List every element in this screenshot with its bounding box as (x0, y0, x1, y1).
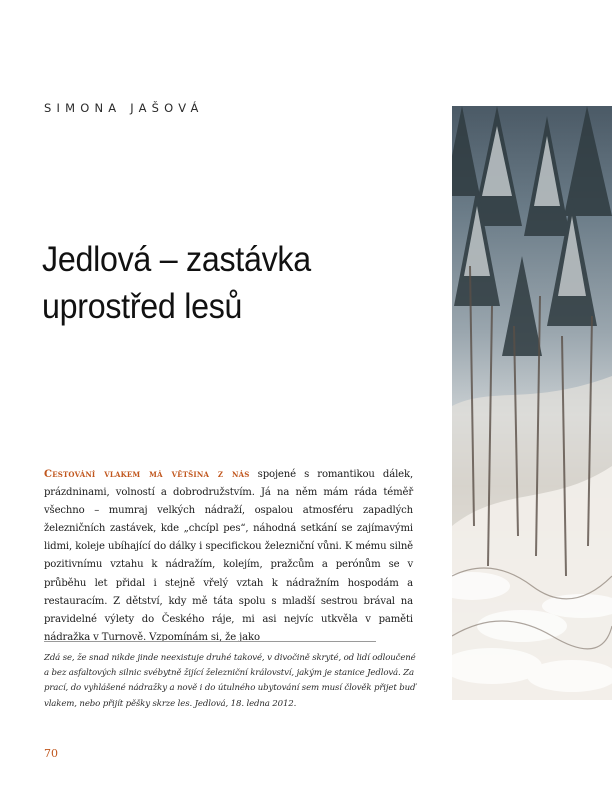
article-title (42, 236, 392, 330)
author-name: SIMONA JAŠOVÁ (44, 101, 204, 115)
photo-caption: Zdá se, že snad nikde jinde neexistuje druhé takové, v divočině skryté, od lidí odloučené a bez asfaltových silnic svébytně žijící železniční království, jakým je stanice Jedlová. Za prací, do vyhlášené nádražky a nově i do útulného ubytování sem musí člověk přijet buď vlakem, nebo přijít pěšky skrze les. Jedlová, 18. ledna 2012. (44, 653, 416, 709)
body-text: spojené s romantikou dálek, prázdninami, volností a dobrodružstvím. Já na něm mám ráda téměř všechno – mumraj velkých nádraží, ospalou atmosféru zapadlých železničních zastávek, kde „chcípl pes“, náhodná setkání se zajímavými lidmi, koleje ubíhající do dálky i specifickou železniční vůni. K mému silně pozitivnímu vztahu k nádražím, kolejím, pražcům a perónům se v průběhu let přidal i stejně vřelý vztah k nádražním hospodám a restauracím. Z dětství, kdy mě táta spolu s mladší sestrou brával na pravidelné výlety do Českého ráje, mi asi nejvíc utkvěla v paměti nádražka v Turnově. Vzpomínám si, že jako (44, 469, 414, 643)
title-line-1: Jedlová – zastávka (42, 240, 311, 279)
winter-forest-photo (452, 106, 612, 700)
article-body (44, 466, 413, 647)
page-number: 70 (44, 747, 58, 760)
lead-in: Cestování vlakem má většina z nás (44, 469, 250, 480)
title-line-2: uprostřed lesů (42, 287, 243, 326)
caption-divider (44, 641, 376, 642)
